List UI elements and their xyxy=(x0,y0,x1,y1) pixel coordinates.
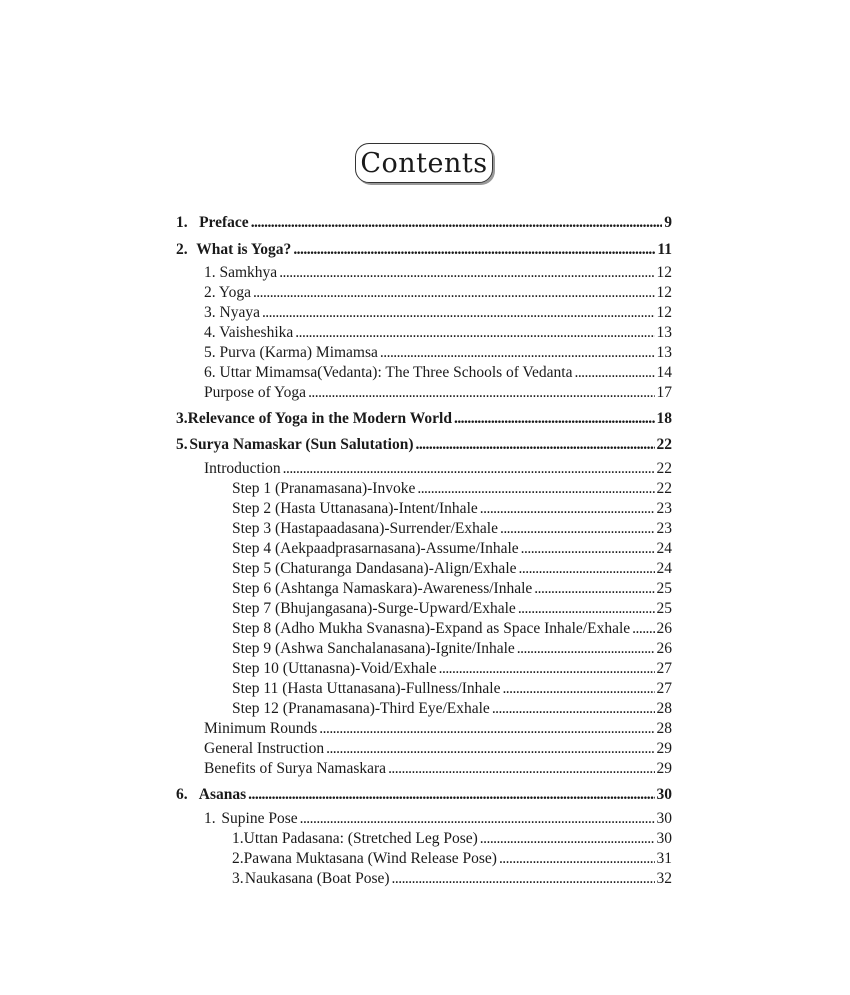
entry-title: Step 3 (Hastapaadasana)-Surrender/Exhale xyxy=(232,520,498,537)
entry-page: 25 xyxy=(656,600,672,617)
entry-number: 6. xyxy=(176,786,188,803)
entry-title: Step 10 (Uttanasna)-Void/Exhale xyxy=(232,660,437,677)
entry-page: 13 xyxy=(656,344,672,361)
entry-page: 17 xyxy=(656,384,672,401)
toc-entry[interactable] xyxy=(232,620,672,638)
entry-page: 24 xyxy=(656,560,672,577)
entry-title: Purpose of Yoga xyxy=(204,384,307,401)
entry-title: Step 4 (Aekpaadprasarnasana)-Assume/Inhale xyxy=(232,540,519,557)
entry-page: 29 xyxy=(656,740,672,757)
entry-page: 28 xyxy=(656,700,672,717)
entry-title: 6. Uttar Mimamsa(Vedanta): The Three Schools of Vedanta xyxy=(204,364,573,381)
entry-title: Benefits of Surya Namaskara xyxy=(204,760,387,777)
entry-title: Step 2 (Hasta Uttanasana)-Intent/Inhale xyxy=(232,500,478,517)
entry-page: 9 xyxy=(664,214,672,231)
toc-entry[interactable] xyxy=(204,720,672,738)
toc-entry[interactable] xyxy=(204,740,672,758)
toc-entry[interactable] xyxy=(232,520,672,538)
entry-title: Step 12 (Pranamasana)-Third Eye/Exhale xyxy=(232,700,490,717)
entry-page: 25 xyxy=(656,580,672,597)
toc-entry[interactable] xyxy=(232,700,672,718)
entry-page: 31 xyxy=(656,850,672,867)
entry-title: Introduction xyxy=(204,460,281,477)
entry-title: Relevance of Yoga in the Modern World xyxy=(187,410,452,427)
entry-title: Pawana Muktasana (Wind Release Pose) xyxy=(243,850,497,867)
entry-page: 27 xyxy=(656,680,672,697)
entry-page: 28 xyxy=(656,720,672,737)
entry-title: Uttan Padasana: (Stretched Leg Pose) xyxy=(243,830,478,847)
toc-entry[interactable] xyxy=(232,660,672,678)
entry-title: Minimum Rounds xyxy=(204,720,318,737)
entry-number: 2. xyxy=(232,850,244,867)
entry-page: 30 xyxy=(656,786,672,803)
entry-page: 12 xyxy=(656,264,672,281)
toc-entry[interactable] xyxy=(176,241,672,259)
entry-title: What is Yoga? xyxy=(196,241,292,258)
entry-number: 1. xyxy=(204,810,216,827)
entry-page: 24 xyxy=(656,540,672,557)
toc-entry[interactable] xyxy=(232,870,672,888)
toc-entry[interactable] xyxy=(176,436,672,454)
contents-title: Contents xyxy=(355,143,493,183)
entry-page: 22 xyxy=(656,436,672,453)
entry-title: Step 11 (Hasta Uttanasana)-Fullness/Inhale xyxy=(232,680,501,697)
entry-title: Step 5 (Chaturanga Dandasana)-Align/Exhale xyxy=(232,560,517,577)
entry-title: Preface xyxy=(199,214,249,231)
toc-entry[interactable] xyxy=(204,760,672,778)
entry-title: Supine Pose xyxy=(221,810,298,827)
toc-entry[interactable] xyxy=(232,830,672,848)
toc-entry[interactable] xyxy=(204,304,672,322)
toc-entry[interactable] xyxy=(232,560,672,578)
entry-title: General Instruction xyxy=(204,740,325,757)
toc-entry[interactable] xyxy=(232,600,672,618)
entry-page: 18 xyxy=(656,410,672,427)
entry-page: 30 xyxy=(656,810,672,827)
entry-title: Naukasana (Boat Pose) xyxy=(244,870,390,887)
entry-page: 27 xyxy=(656,660,672,677)
entry-title: Step 7 (Bhujangasana)-Surge-Upward/Exhale xyxy=(232,600,516,617)
toc-entry[interactable] xyxy=(232,580,672,598)
entry-page: 23 xyxy=(656,500,672,517)
entry-title: Step 1 (Pranamasana)-Invoke xyxy=(232,480,416,497)
toc-entry[interactable] xyxy=(204,324,672,342)
toc-entry[interactable] xyxy=(176,214,672,232)
entry-page: 14 xyxy=(656,364,672,381)
entry-number: 3. xyxy=(232,870,244,887)
entry-number: 3. xyxy=(176,410,188,427)
entry-title: Step 8 (Adho Mukha Svanasna)-Expand as Space Inhale/Exhale xyxy=(232,620,631,637)
toc-entry[interactable] xyxy=(204,384,672,402)
entry-title: Surya Namaskar (Sun Salutation) xyxy=(189,436,414,453)
entry-number: 1. xyxy=(176,214,188,231)
entry-title: 1. Samkhya xyxy=(204,264,278,281)
entry-page: 11 xyxy=(657,241,672,258)
toc-entry[interactable] xyxy=(232,640,672,658)
entry-number: 5. xyxy=(176,436,188,453)
entry-page: 30 xyxy=(656,830,672,847)
entry-page: 23 xyxy=(656,520,672,537)
entry-title: 3. Nyaya xyxy=(204,304,260,321)
toc-entry[interactable] xyxy=(204,344,672,362)
entry-page: 13 xyxy=(656,324,672,341)
entry-page: 32 xyxy=(656,870,672,887)
entry-number: 1. xyxy=(232,830,244,847)
toc-entry[interactable] xyxy=(232,480,672,498)
entry-title: 2. Yoga xyxy=(204,284,251,301)
entry-title: 4. Vaisheshika xyxy=(204,324,294,341)
toc-entry[interactable] xyxy=(204,284,672,302)
toc-entry[interactable] xyxy=(232,500,672,518)
toc-entry[interactable] xyxy=(204,460,672,478)
entry-page: 22 xyxy=(656,480,672,497)
toc-entry[interactable] xyxy=(232,540,672,558)
toc-entry[interactable] xyxy=(176,786,672,804)
entry-title: 5. Purva (Karma) Mimamsa xyxy=(204,344,378,361)
toc-entry[interactable] xyxy=(204,364,672,382)
entry-page: 22 xyxy=(656,460,672,477)
entry-page: 26 xyxy=(656,640,672,657)
entry-page: 12 xyxy=(656,304,672,321)
toc-entry[interactable] xyxy=(204,810,672,828)
entry-page: 26 xyxy=(656,620,672,637)
entry-number: 2. xyxy=(176,241,188,258)
entry-title: Step 9 (Ashwa Sanchalanasana)-Ignite/Inhale xyxy=(232,640,515,657)
toc-entry[interactable] xyxy=(176,410,672,428)
toc-entry[interactable] xyxy=(204,264,672,282)
entry-title: Step 6 (Ashtanga Namaskara)-Awareness/Inhale xyxy=(232,580,533,597)
entry-title: Asanas xyxy=(198,786,247,803)
entry-page: 29 xyxy=(656,760,672,777)
toc-entry[interactable] xyxy=(232,850,672,868)
toc-entry[interactable] xyxy=(232,680,672,698)
entry-page: 12 xyxy=(656,284,672,301)
